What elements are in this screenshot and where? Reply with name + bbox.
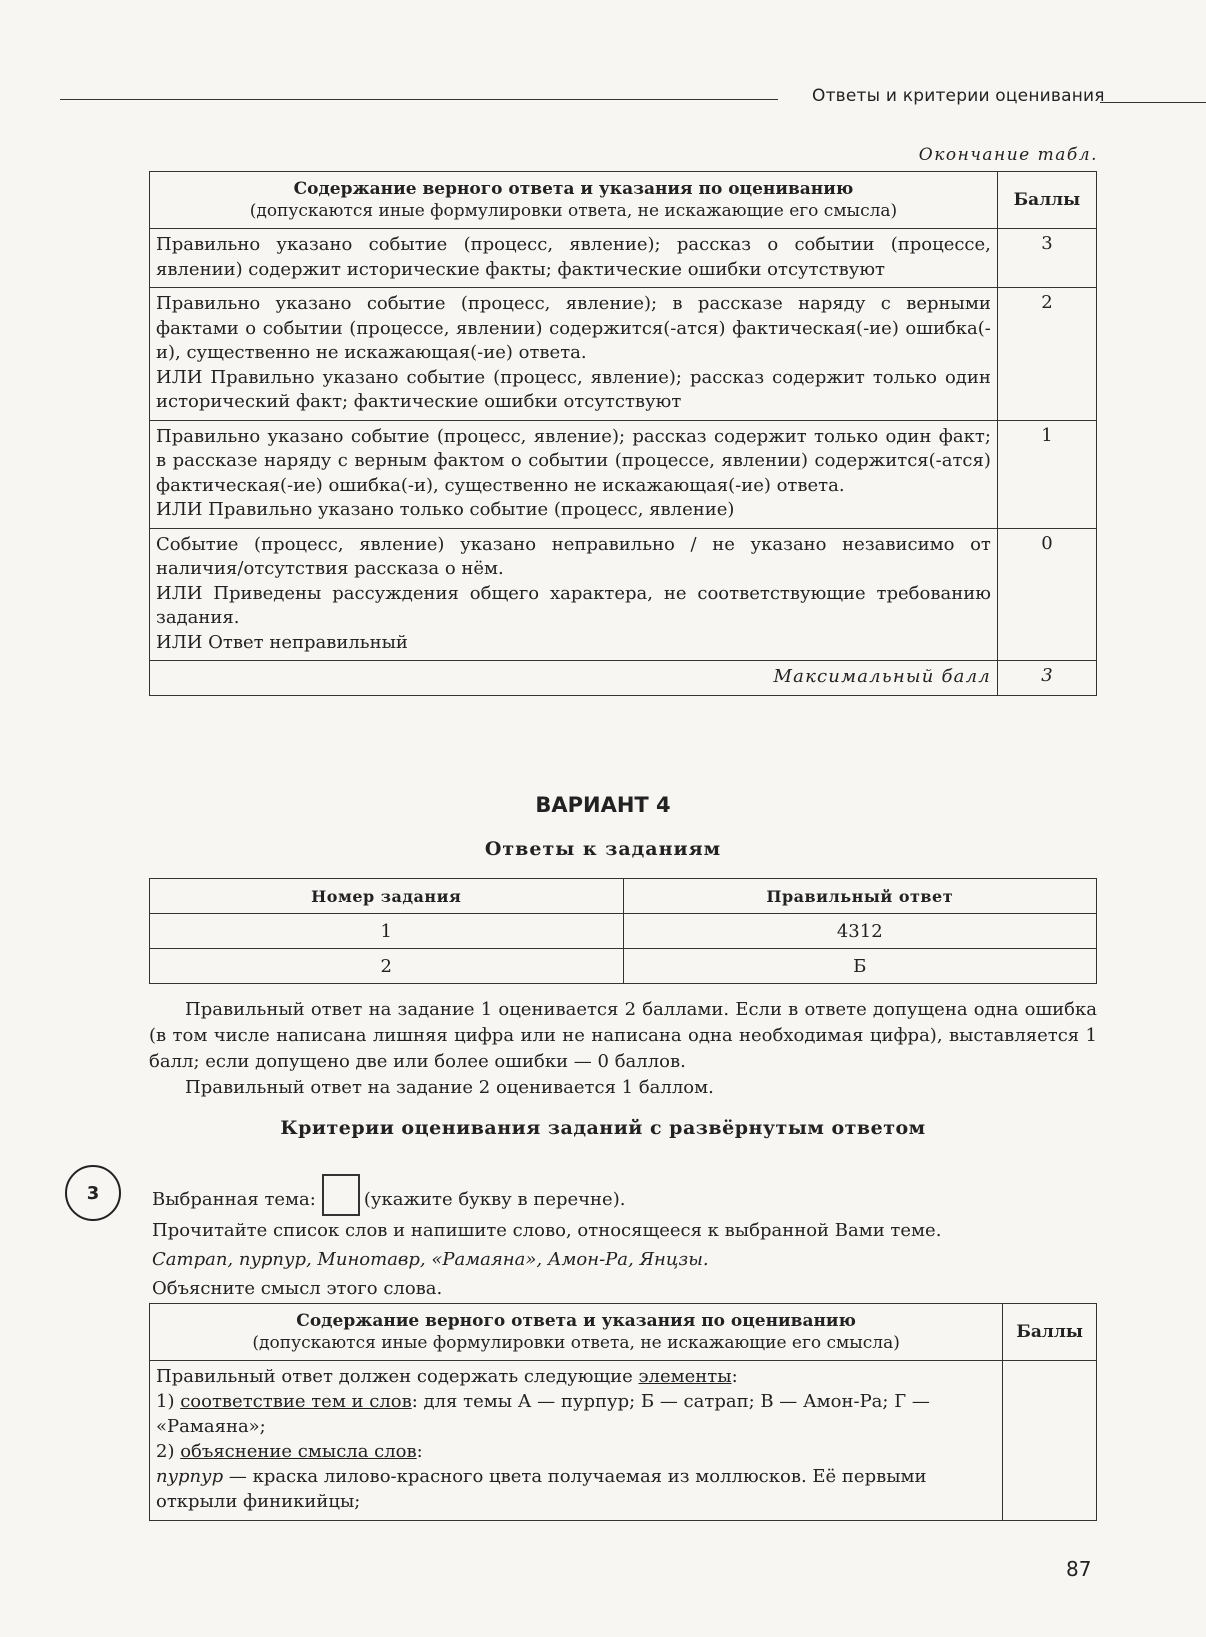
answers-title: Ответы к заданиям: [484, 838, 722, 860]
content-header-note: (допускаются иные формулировки ответа, не искажающие его смысла): [249, 201, 898, 221]
correct-answer: 4312: [623, 914, 1097, 949]
task-number: 2: [150, 949, 624, 984]
criterion-score: [1003, 1361, 1097, 1521]
criterion-score: 0: [997, 528, 1096, 661]
table-row: [150, 288, 1097, 421]
scoring-paragraph-2: Правильный ответ на задание 2 оценивается 1 баллом.: [185, 1077, 714, 1098]
extended-section-title: Критерии оценивания заданий с развёрнутым ответом: [280, 1117, 926, 1139]
explain-line: Объясните смысл этого слова.: [152, 1278, 443, 1299]
elements-intro: Правильный ответ должен содержать следующие элементы:: [156, 1366, 738, 1387]
max-score-label: Максимальный балл: [150, 661, 998, 696]
content-header-title: Содержание верного ответа и указания по оцениванию: [296, 1311, 856, 1331]
criterion-text: Событие (процесс, явление) указано неправильно / не указано независимо от наличия/отсутствия рассказа о нём. ИЛИ Приведены рассуждения общего характера, не соответствующие требованию задания. ИЛИ Ответ неправильный: [150, 528, 998, 661]
topic-letter-box: [322, 1174, 360, 1216]
element-1: 1) соответствие тем и слов: для темы А — пурпур; Б — сатрап; В — Амон-Ра; Г — «Рамаяна»;: [156, 1391, 930, 1437]
table-row: [150, 914, 1097, 949]
chosen-topic-label: Выбранная тема:: [152, 1189, 316, 1210]
term-definition: пурпур — краска лилово-красного цвета получаемая из моллюсков. Её первыми открыли финикийцы;: [156, 1466, 927, 1512]
criterion-score: 1: [997, 420, 1096, 528]
correct-answer-header: Правильный ответ: [623, 879, 1097, 914]
max-score-row: [150, 661, 1097, 696]
answers-header-row: [150, 879, 1097, 914]
task-3-prompt: [152, 1174, 1102, 1303]
header-rule-left: [60, 99, 778, 100]
criterion-text: Правильно указано событие (процесс, явление); рассказ о событии (процессе, явлении) содержит исторические факты; фактические ошибки отсутствуют: [150, 229, 998, 288]
page-number: 87: [1066, 1557, 1092, 1581]
correct-answer: Б: [623, 949, 1097, 984]
chosen-topic-line: [152, 1174, 1102, 1216]
table-row: [150, 949, 1097, 984]
element-2: 2) объяснение смысла слов:: [156, 1441, 423, 1462]
table-header-row: [150, 172, 1097, 229]
table-header-row: [150, 1304, 1097, 1361]
criterion-score: 3: [997, 229, 1096, 288]
table-row: [150, 528, 1097, 661]
scoring-paragraph-1: Правильный ответ на задание 1 оценивается 2 баллами. Если в ответе допущена одна ошибка (в том числе написана лишняя цифра или не написана одна необходимая цифра), выставляется 1 балл; если допущено две или более ошибки — 0 баллов.: [149, 999, 1097, 1072]
task-number: 1: [150, 914, 624, 949]
content-header-note: (допускаются иные формулировки ответа, не искажающие его смысла): [252, 1333, 900, 1353]
task-number-badge: 3: [65, 1165, 121, 1221]
table-row: [150, 229, 1097, 288]
answer-elements: [150, 1361, 1003, 1521]
criterion-text: Правильно указано событие (процесс, явление); в рассказе наряду с верными фактами о событии (процессе, явлении) содержится(-атся) фактическая(-ие) ошибка(-и), существенно не искажающая(-ие) ответа. ИЛИ Правильно указано событие (процесс, явление); рассказ содержит только один исторический факт; фактические ошибки отсутствуют: [150, 288, 998, 421]
instruction-line: Прочитайте список слов и напишите слово, относящееся к выбранной Вами теме.: [152, 1220, 942, 1241]
criterion-score: 2: [997, 288, 1096, 421]
table-caption: Окончание табл.: [918, 145, 1098, 165]
chosen-topic-hint: (укажите букву в перечне).: [363, 1189, 626, 1210]
table-row: [150, 1361, 1097, 1521]
word-list: Сатрап, пурпур, Минотавр, «Рамаяна», Амон-Ра, Янцзы.: [152, 1249, 709, 1270]
score-header: Баллы: [997, 172, 1096, 229]
task-number-header: Номер задания: [150, 879, 624, 914]
score-header: Баллы: [1003, 1304, 1097, 1361]
max-score-value: 3: [997, 661, 1096, 696]
content-header: [150, 172, 998, 229]
content-header-title: Содержание верного ответа и указания по оцениванию: [293, 179, 854, 199]
criteria-table-continued: [149, 171, 1097, 696]
header-rule-right: [1100, 102, 1206, 103]
criterion-text: Правильно указано событие (процесс, явление); рассказ содержит только один факт; в рассказе наряду с верным фактом о событии (процессе, явлении) содержится(-атся) фактическая(-ие) ошибка(-и), существенно не искажающая(-ие) ответа. ИЛИ Правильно указано только событие (процесс, явление): [150, 420, 998, 528]
running-header: Ответы и критерии оценивания: [812, 86, 1105, 106]
content-header: [150, 1304, 1003, 1361]
variant-title: ВАРИАНТ 4: [535, 793, 671, 817]
criteria-table-task-3: [149, 1303, 1097, 1521]
answers-table: [149, 878, 1097, 984]
table-row: [150, 420, 1097, 528]
